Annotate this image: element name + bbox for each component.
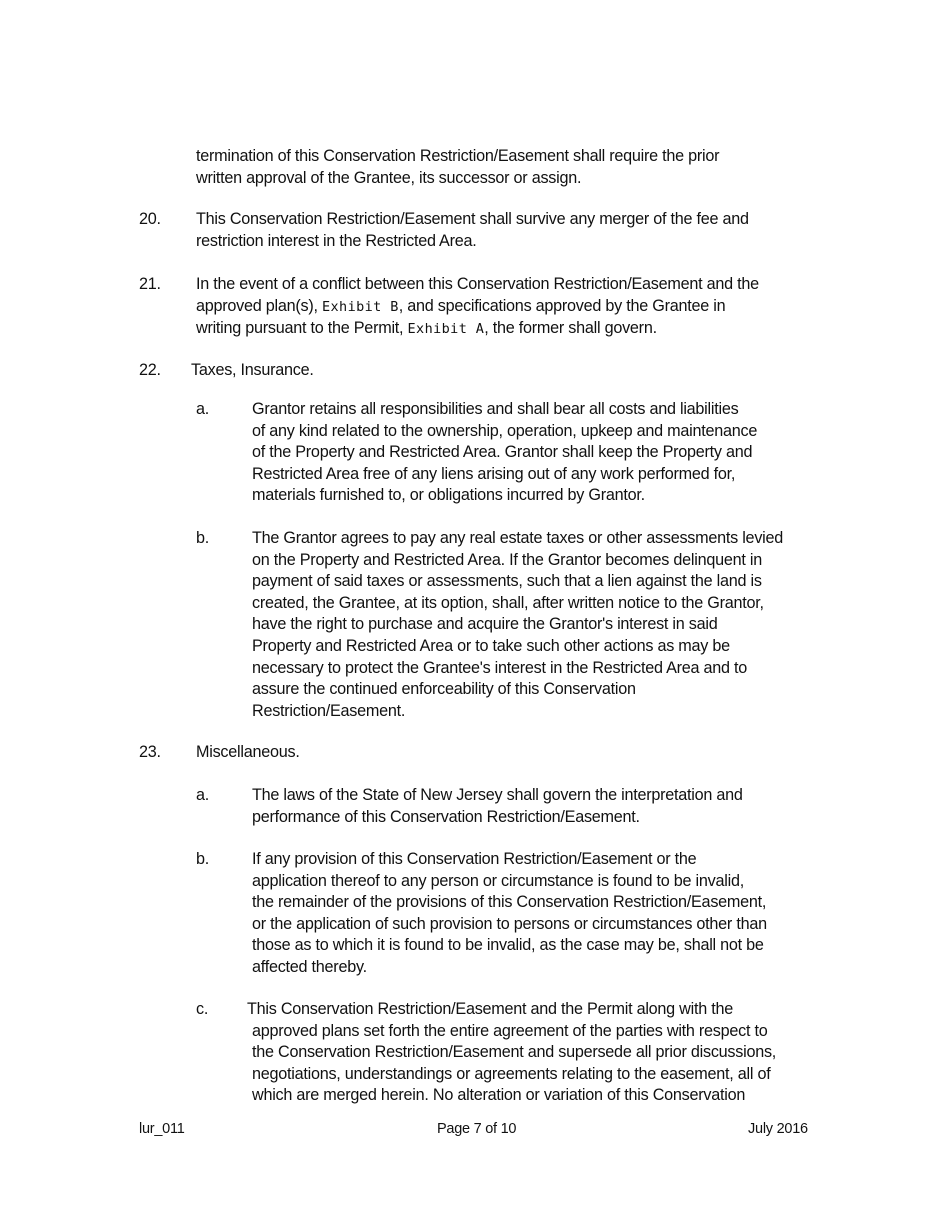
text-line: writing pursuant to the Permit, Exhibit A, the former shall govern. xyxy=(196,319,657,338)
text-line: necessary to protect the Grantee's interest in the Restricted Area and to xyxy=(252,658,748,677)
text-line: negotiations, understandings or agreements relating to the easement, all of xyxy=(252,1064,771,1083)
text-line: If any provision of this Conservation Restriction/Easement or the xyxy=(252,850,697,868)
text-line: Grantor retains all responsibilities and shall bear all costs and liabilities xyxy=(252,400,739,418)
section-23-heading: Miscellaneous. xyxy=(196,743,300,761)
text-line: the remainder of the provisions of this Conservation Restriction/Easement, xyxy=(252,893,767,912)
text-line: application thereof to any person or circumstance is found to be invalid, xyxy=(252,871,744,890)
section-22b-text xyxy=(252,528,783,722)
section-23c-label: c. xyxy=(196,1000,209,1018)
text-line: The laws of the State of New Jersey shall govern the interpretation and xyxy=(252,786,743,804)
text-line: or the application of such provision to persons or circumstances other than xyxy=(252,914,767,933)
text-line: The Grantor agrees to pay any real estate taxes or other assessments levied xyxy=(252,529,784,547)
text-line: those as to which it is found to be invalid, as the case may be, shall not be xyxy=(252,936,764,955)
text-line: written approval of the Grantee, its successor or assign. xyxy=(196,168,582,187)
section-21-number: 21. xyxy=(139,275,161,293)
text-line: performance of this Conservation Restriction/Easement. xyxy=(252,807,640,826)
text-line: Restriction/Easement. xyxy=(252,701,406,720)
text-line: Restricted Area free of any liens arising out of any work performed for, xyxy=(252,464,736,483)
text-line: created, the Grantee, at its option, shall, after written notice to the Grantor, xyxy=(252,593,764,612)
text-line: approved plan(s), Exhibit B, and specifications approved by the Grantee in xyxy=(196,296,726,315)
text-line: In the event of a conflict between this Conservation Restriction/Easement and the xyxy=(196,275,759,293)
text-line: of the Property and Restricted Area. Grantor shall keep the Property and xyxy=(252,443,753,462)
text-line: which are merged herein. No alteration or variation of this Conservation xyxy=(252,1086,746,1105)
text-line: payment of said taxes or assessments, such that a lien against the land is xyxy=(252,572,762,591)
text-line: Property and Restricted Area or to take such other actions as may be xyxy=(252,636,730,655)
exhibit-a-reference: Exhibit A xyxy=(407,321,485,338)
footer-form-id: lur_011 xyxy=(139,1121,185,1137)
section-22a-label: a. xyxy=(196,400,210,418)
section-20-number: 20. xyxy=(139,210,161,228)
section-23-number: 23. xyxy=(139,743,161,761)
section-20-text xyxy=(196,209,749,252)
footer-page-number: Page 7 of 10 xyxy=(437,1121,517,1137)
text-line: affected thereby. xyxy=(252,957,367,976)
section-22-heading: Taxes, Insurance. xyxy=(191,361,314,379)
section-22a-text xyxy=(252,399,757,507)
section-22-number: 22. xyxy=(139,361,161,379)
section-23b-label: b. xyxy=(196,850,210,868)
section-23a-text xyxy=(252,785,743,828)
section-22b-label: b. xyxy=(196,529,210,547)
text-line: This Conservation Restriction/Easement and the Permit along with the xyxy=(247,1000,733,1018)
section-21-text xyxy=(196,274,759,341)
text-line: on the Property and Restricted Area. If the Grantor becomes delinquent in xyxy=(252,550,762,569)
section-19-continuation xyxy=(196,146,719,189)
text-line: restriction interest in the Restricted Area. xyxy=(196,231,477,250)
text-line: termination of this Conservation Restriction/Easement shall require the prior xyxy=(196,147,720,165)
text-line: This Conservation Restriction/Easement shall survive any merger of the fee and xyxy=(196,210,749,228)
text-line: have the right to purchase and acquire the Grantor's interest in said xyxy=(252,615,718,634)
section-23a-label: a. xyxy=(196,786,210,804)
text-line: assure the continued enforceability of this Conservation xyxy=(252,680,636,699)
text-line: of any kind related to the ownership, operation, upkeep and maintenance xyxy=(252,421,758,440)
text-line: materials furnished to, or obligations incurred by Grantor. xyxy=(252,486,645,505)
text-line: the Conservation Restriction/Easement and supersede all prior discussions, xyxy=(252,1043,777,1062)
section-23b-text xyxy=(252,849,767,979)
section-23c-text xyxy=(247,999,776,1107)
text-line: approved plans set forth the entire agreement of the parties with respect to xyxy=(252,1021,768,1040)
exhibit-b-reference: Exhibit B xyxy=(321,298,399,315)
footer-date: July 2016 xyxy=(748,1121,808,1137)
